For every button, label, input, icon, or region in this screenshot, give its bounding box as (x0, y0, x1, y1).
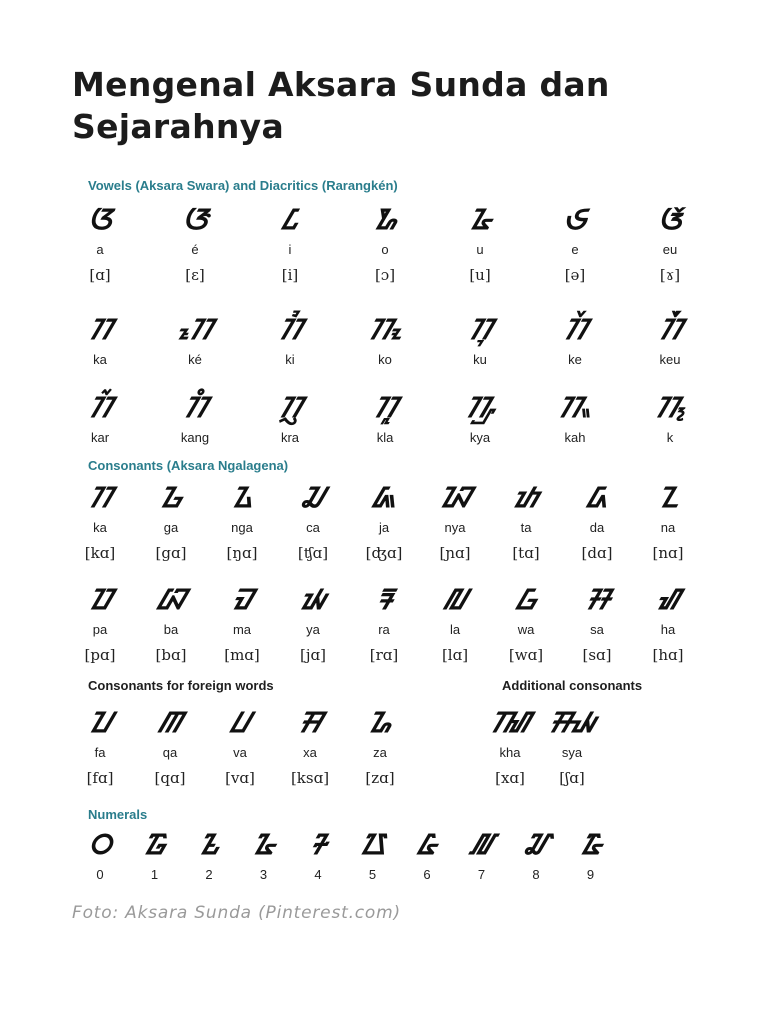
latin-transliteration: kla (376, 430, 394, 445)
latin-transliteration: ya (306, 622, 320, 637)
latin-transliteration: 9 (586, 867, 595, 882)
latin-transliteration: ké (188, 352, 202, 367)
sundanese-glyph: ᮍ (231, 481, 253, 514)
sundanese-glyph: ᮹ (580, 828, 601, 861)
sundanese-glyph: ᮓ (587, 481, 607, 514)
ipa-transcription: [qɑ] (154, 769, 186, 787)
ipa-transcription: [nɑ] (652, 544, 684, 562)
latin-transliteration: e (571, 242, 579, 257)
ipa-transcription: [dɑ] (581, 544, 613, 562)
sundanese-glyph: ᮔ (657, 481, 679, 514)
latin-transliteration: qa (162, 745, 178, 760)
latin-transliteration: ja (378, 520, 390, 535)
latin-transliteration: u (476, 242, 484, 257)
latin-transliteration: o (381, 242, 389, 257)
ipa-transcription: [bɑ] (155, 646, 187, 664)
sundanese-glyph: ᮊᮥ (468, 313, 492, 346)
sundanese-glyph: ᮝ (516, 583, 536, 616)
latin-transliteration: da (589, 520, 605, 535)
sundanese-glyph: ᮙ (232, 583, 252, 616)
latin-transliteration: ca (306, 520, 320, 535)
latin-transliteration: é (191, 242, 199, 257)
latin-transliteration: nga (231, 520, 253, 535)
section-heading: Numerals (88, 807, 148, 822)
sundanese-glyph: ᮮ (490, 706, 530, 739)
ipa-transcription: [fɑ] (86, 769, 114, 787)
aksara-sunda-chart (80, 170, 700, 890)
latin-transliteration: kang (180, 430, 210, 445)
latin-transliteration: 6 (423, 867, 431, 882)
latin-transliteration: 2 (205, 867, 213, 882)
latin-transliteration: fa (94, 745, 106, 760)
latin-transliteration: nya (444, 520, 466, 535)
sundanese-glyph: ᮷ (471, 828, 492, 861)
ipa-transcription: [ɑ] (89, 266, 111, 284)
sundanese-glyph: ᮎ (302, 481, 324, 514)
sundanese-glyph: ᮖ (88, 706, 112, 739)
latin-transliteration: pa (92, 622, 108, 637)
sundanese-glyph: ᮊ᮪ (655, 391, 685, 424)
sundanese-glyph: ᮊᮂ (558, 391, 592, 424)
sundanese-glyph: ᮶ (417, 828, 437, 861)
latin-transliteration: 8 (532, 867, 540, 882)
ipa-transcription: [gɑ] (155, 544, 187, 562)
sundanese-glyph: ᮊᮁ (88, 391, 112, 424)
ipa-transcription: [ŋɑ] (226, 544, 258, 562)
latin-transliteration: wa (517, 622, 535, 637)
sundanese-glyph: ᮊᮀ (183, 391, 207, 424)
ipa-transcription: [zɑ] (365, 769, 395, 787)
latin-transliteration: k (666, 430, 674, 445)
latin-transliteration: 4 (314, 867, 322, 882)
article-title: Mengenal Aksara Sunda dan Sejarahnya (72, 65, 610, 146)
latin-transliteration: ka (93, 352, 107, 367)
sundanese-glyph: ᮉ (657, 203, 683, 236)
latin-transliteration: ga (163, 520, 179, 535)
latin-transliteration: za (373, 745, 387, 760)
sundanese-glyph: ᮄ (282, 203, 298, 236)
latin-transliteration: 0 (96, 867, 104, 882)
ipa-transcription: [jɑ] (300, 646, 326, 664)
sundanese-glyph: ᮈ (563, 203, 587, 236)
latin-transliteration: na (660, 520, 676, 535)
sundanese-glyph: ᮟ (298, 706, 322, 739)
latin-transliteration: ko (378, 352, 392, 367)
sundanese-glyph: ᮊᮩ (658, 313, 682, 346)
latin-transliteration: ra (378, 622, 390, 637)
sundanese-glyph: ᮆ (182, 203, 208, 236)
latin-transliteration: eu (662, 242, 678, 257)
ipa-transcription: [ɛ] (185, 266, 205, 284)
latin-transliteration: la (449, 622, 461, 637)
latin-transliteration: kya (469, 430, 491, 445)
sundanese-glyph: ᮊ (88, 313, 112, 346)
sundanese-glyph: ᮊ (88, 481, 112, 514)
sundanese-glyph: ᮊᮢ (278, 391, 302, 424)
latin-transliteration: va (233, 745, 247, 760)
ipa-transcription: [kɑ] (84, 544, 116, 562)
ipa-transcription: [ə] (564, 266, 586, 284)
ipa-transcription: [ɤ] (659, 266, 681, 284)
ipa-transcription: [pɑ] (84, 646, 116, 664)
sundanese-glyph: ᮅ (469, 203, 491, 236)
section-heading: Consonants (Aksara Ngalagena) (88, 458, 289, 473)
section-heading: Consonants for foreign words (88, 678, 274, 693)
ipa-transcription: [ʧɑ] (297, 544, 329, 562)
sundanese-glyph: ᮕ (88, 583, 112, 616)
latin-transliteration: 5 (368, 867, 377, 882)
sundanese-glyph: ᮴ (310, 828, 326, 861)
ipa-transcription: [mɑ] (224, 646, 260, 664)
sundanese-glyph: ᮃ (87, 203, 113, 236)
sundanese-glyph: ᮛ (376, 583, 392, 616)
ipa-transcription: [hɑ] (652, 646, 684, 664)
latin-transliteration: ka (93, 520, 107, 535)
sundanese-glyph: ᮑ (439, 481, 471, 514)
ipa-transcription: [xɑ] (495, 769, 525, 787)
sundanese-glyph: ᮚ (300, 583, 326, 616)
latin-transliteration: ma (232, 622, 252, 637)
sundanese-glyph: ᮯ (548, 706, 596, 739)
sundanese-glyph: ᮊᮣ (373, 391, 397, 424)
sundanese-glyph: ᮒ (513, 481, 539, 514)
section-heading: Vowels (Aksara Swara) and Diacritics (Rarangkén) (88, 178, 398, 193)
ipa-transcription: [ɔ] (374, 266, 396, 284)
sundanese-glyph: ᮐ (368, 706, 392, 739)
sundanese-glyph: ᮌ (159, 481, 183, 514)
ipa-transcription: [rɑ] (369, 646, 399, 664)
sundanese-glyph: ᮰ (88, 828, 112, 861)
sundanese-glyph: ᮱ (143, 828, 166, 861)
ipa-transcription: [ʤɑ] (365, 544, 403, 562)
sundanese-glyph: ᮇ (373, 203, 397, 236)
latin-transliteration: a (96, 242, 104, 257)
ipa-transcription: [wɑ] (508, 646, 544, 664)
sundanese-glyph: ᮘ (157, 583, 185, 616)
sundanese-glyph: ᮏ (372, 481, 396, 514)
ipa-transcription: [lɑ] (441, 646, 469, 664)
latin-transliteration: 3 (259, 867, 268, 882)
ipa-transcription: [u] (469, 266, 491, 284)
sundanese-glyph: ᮠ (657, 583, 679, 616)
latin-transliteration: 1 (150, 867, 159, 882)
sundanese-glyph: ᮊᮦ (178, 313, 212, 346)
sundanese-glyph: ᮗ (230, 706, 250, 739)
latin-transliteration: keu (659, 352, 681, 367)
sundanese-glyph: ᮊᮨ (563, 313, 587, 346)
photo-caption: Foto: Aksara Sunda (Pinterest.com) (72, 903, 401, 923)
ipa-transcription: [sɑ] (582, 646, 612, 664)
latin-transliteration: ba (163, 622, 179, 637)
latin-transliteration: kha (499, 745, 521, 760)
sundanese-glyph: ᮵ (360, 828, 385, 861)
sundanese-glyph: ᮞ (585, 583, 609, 616)
ipa-transcription: [ɲɑ] (439, 544, 471, 562)
ipa-transcription: [ksɑ] (290, 769, 330, 787)
latin-transliteration: i (288, 242, 292, 257)
latin-transliteration: sa (590, 622, 604, 637)
sundanese-glyph: ᮜ (443, 583, 467, 616)
sundanese-glyph: ᮊᮡ (465, 391, 495, 424)
latin-transliteration: kah (564, 430, 586, 445)
sundanese-glyph: ᮳ (252, 828, 275, 861)
ipa-transcription: [tɑ] (512, 544, 540, 562)
section-heading: Additional consonants (502, 678, 643, 693)
latin-transliteration: ta (520, 520, 532, 535)
latin-transliteration: ku (473, 352, 487, 367)
latin-transliteration: kra (280, 430, 300, 445)
latin-transliteration: 7 (477, 867, 486, 882)
sundanese-glyph: ᮲ (199, 828, 219, 861)
latin-transliteration: sya (561, 745, 583, 760)
latin-transliteration: xa (303, 745, 317, 760)
latin-transliteration: ke (568, 352, 582, 367)
sundanese-glyph: ᮊᮤ (278, 313, 302, 346)
ipa-transcription: [i] (281, 266, 299, 284)
sundanese-glyph: ᮊᮧ (368, 313, 402, 346)
sundanese-glyph: ᮸ (524, 828, 548, 861)
ipa-transcription: [ʃɑ] (559, 769, 585, 787)
ipa-transcription: [vɑ] (225, 769, 255, 787)
sundanese-glyph: ᮋ (158, 706, 182, 739)
latin-transliteration: ha (660, 622, 676, 637)
latin-transliteration: kar (90, 430, 110, 445)
latin-transliteration: ki (285, 352, 295, 367)
